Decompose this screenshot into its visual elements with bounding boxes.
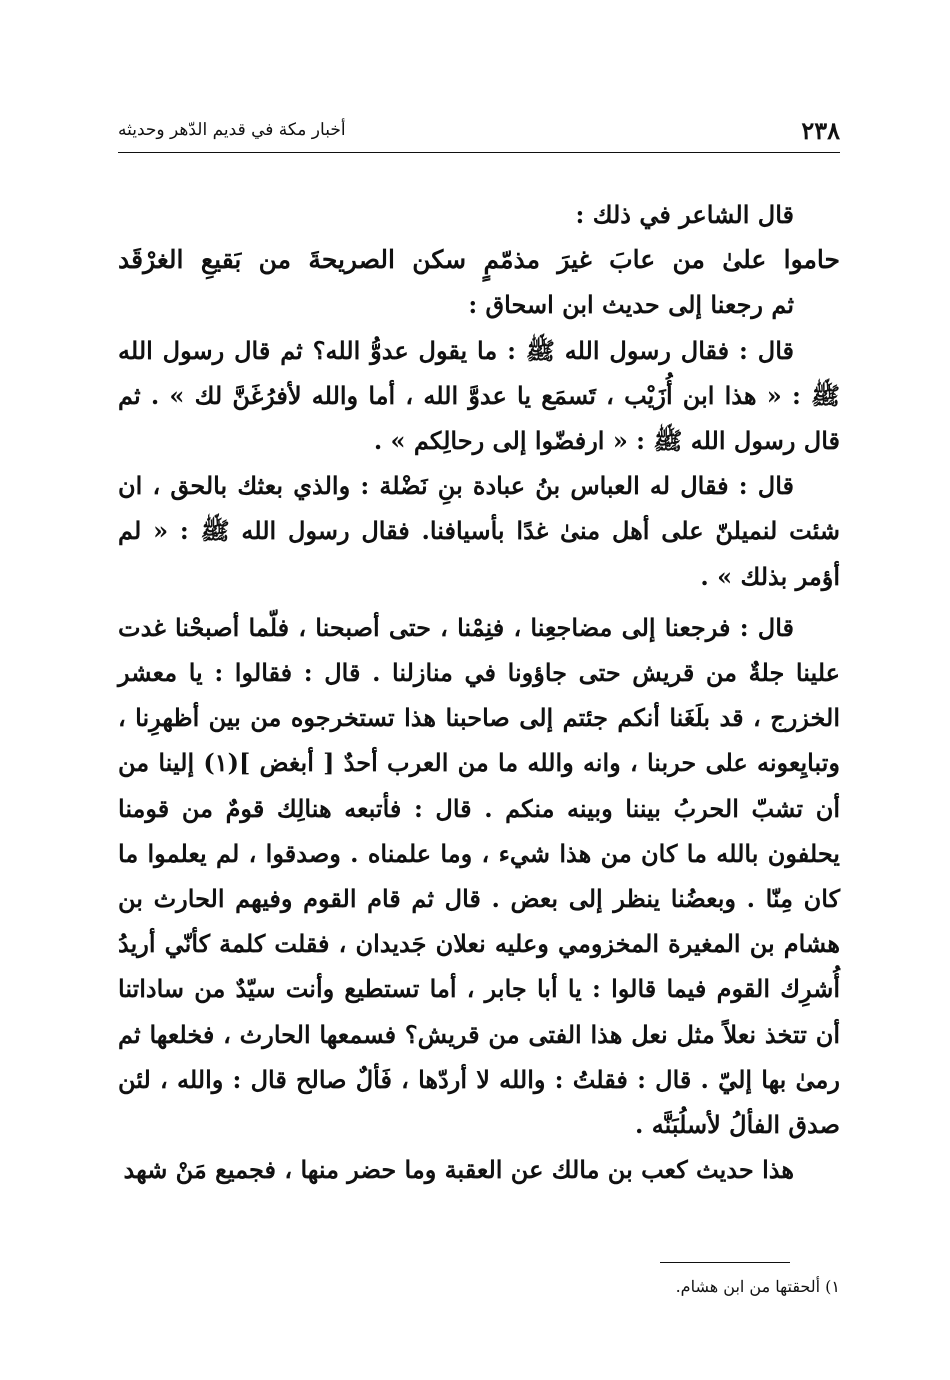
paragraph: ثم رجعنا إلى حديث ابن اسحاق : <box>468 290 794 320</box>
page-number: ٢٣٨ <box>801 115 840 145</box>
footnote: ١) ألحقتها من ابن هشام. <box>675 1277 840 1296</box>
paragraph: قال : فرجعنا إلى مضاجعِنا ، فنِمْنا ، حتى أصبحنا ، فلّما أصبحْنا غدت علينا جلةٌ من قريش حتى جاؤونا في منازلنا . قال : فقالوا : يا معشر الخزرج ، قد بلَغَنا أنكم جئتم إلى صاحبنا هذا تستخرجوه من بين أظهرِنا ، وتبايِعونه على حربنا ، وانه والله ما من العرب أحدٌ [ أبغض ](١) إلينا من أن تشبّ الحربُ بيننا وبينه منكم . قال : فأتبعه هنالِك قومٌ من قومنا يحلفون بالله ما كان من هذا شيء ، وما علمناه . وصدقوا ، لم يعلموا ما كان مِنّا . وبعضُنا ينظر إلى بعض . قال ثم قام القوم وفيهم الحارث بن هشام بن المغيرة المخزومي وعليه نعلان جَديدان ، فقلت كلمة كأنّي أريدُ أُشرِك القوم فيما قالوا : يا أبا جابر ، أما تستطيع وأنت سيّدٌ من ساداتنا أن تتخذ نعلاً مثل نعل هذا الفتى من قريش؟ فسمعها الحارث ، فخلعها ثم رمىٰ بها إليّ . قال : فقلتُ : والله لا أردّها ، فَألٌ صالح قال : والله ، لئن صدق الفألُ لأسلُبَنَّه . <box>118 612 841 1140</box>
paragraph: قال : فقال رسول الله ﷺ : ما يقول عدوُّ الله؟ ثم قال رسول الله ﷺ : « هذا ابن أُزَيْب ، تَسمَع يا عدوَّ الله ، أما والله لأفرُغَنَّ لك » . ثم قال رسول الله ﷺ : « ارفضّوا إلى رحالِكم » . <box>118 335 840 456</box>
header-divider <box>118 152 840 153</box>
paragraph: هذا حديث كعب بن مالك عن العقبة وما حضر منها ، فجميع مَنْ شهد <box>123 1155 794 1185</box>
poem-verse: حاموا علىٰ من عابَ غيرَ مذمّمٍ سكن الصريحةَ من بَقيعِ الغرْقَد <box>118 245 840 275</box>
paragraph: قال : فقال له العباس بنُ عبادة بنِ نَضْلة : والذي بعثك بالحق ، ان شئت لنميلنّ على أهل منىٰ غدًا بأسيافنا. فقال رسول الله ﷺ : « لم أؤمر بذلك » . <box>118 471 840 591</box>
poem-intro: قال الشاعر في ذلك : <box>575 200 794 229</box>
footnote-divider <box>660 1262 790 1263</box>
main-text <box>118 192 840 1192</box>
page-header <box>118 112 840 148</box>
running-title: أخبار مكة في قديم الدّهر وحديثه <box>118 120 346 140</box>
